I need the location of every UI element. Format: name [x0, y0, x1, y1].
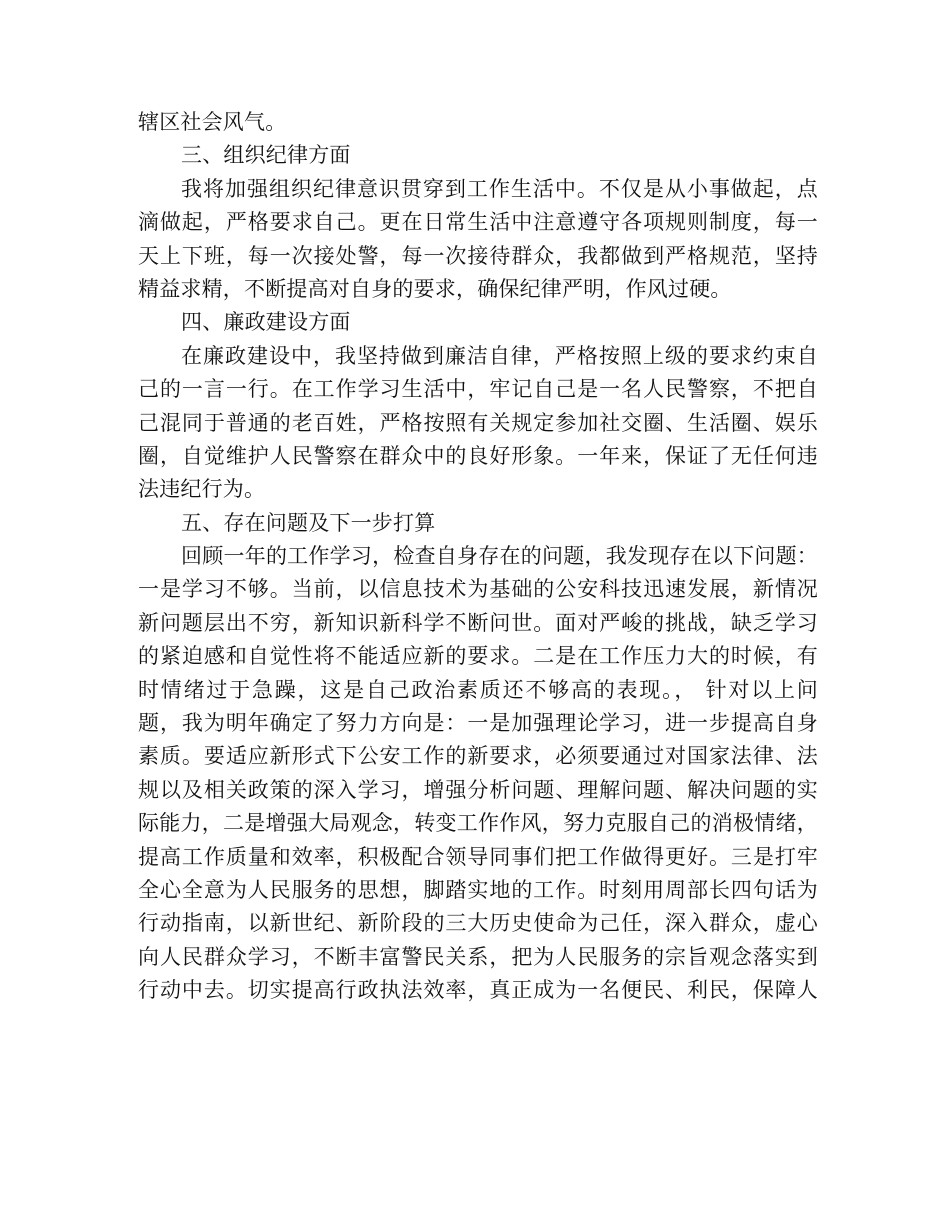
paragraph-line: 题，我为明年确定了努力方向是：一是加强理论学习，进一步提高自身: [138, 711, 818, 736]
paragraph-line: 精益求精，不断提高对自身的要求，确保纪律严明，作风过硬。: [138, 276, 732, 301]
paragraph-line-indented: 在廉政建设中，我坚持做到廉洁自律，严格按照上级的要求约束自: [181, 343, 818, 368]
paragraph-line: 全心全意为人民服务的思想，脚踏实地的工作。时刻用周部长四句话为: [138, 877, 818, 902]
paragraph-line: 的紧迫感和自觉性将不能适应新的要求。二是在工作压力大的时候，有: [138, 644, 818, 669]
paragraph-line: 际能力，二是增强大局观念，转变工作作风，努力克服自己的消极情绪，: [138, 811, 818, 836]
paragraph-line-indented: 我将加强组织纪律意识贯穿到工作生活中。不仅是从小事做起，点: [181, 176, 818, 201]
paragraph-line: 滴做起，严格要求自己。更在日常生活中注意遵守各项规则制度，每一: [138, 210, 818, 235]
paragraph-line: 提高工作质量和效率，积极配合领导同事们把工作做得更好。三是打牢: [138, 844, 818, 869]
paragraph-line-indented: 五、存在问题及下一步打算: [181, 510, 436, 535]
paragraph-line-indented: 回顾一年的工作学习，检查自身存在的问题，我发现存在以下问题：: [181, 544, 818, 569]
document-body: [138, 106, 818, 1008]
paragraph-line: 新问题层出不穷，新知识新科学不断问世。面对严峻的挑战，缺乏学习: [138, 610, 818, 635]
paragraph-line: 时情绪过于急躁，这是自己政治素质还不够高的表现。， 针对以上问: [138, 677, 818, 702]
paragraph-line: 行动指南，以新世纪、新阶段的三大历史使命为己任，深入群众，虚心: [138, 911, 818, 936]
paragraph-line: 素质。要适应新形式下公安工作的新要求，必须要通过对国家法律、法: [138, 744, 818, 769]
paragraph-line: 法违纪行为。: [138, 477, 266, 502]
paragraph-line: 向人民群众学习，不断丰富警民关系，把为人民服务的宗旨观念落实到: [138, 944, 818, 969]
paragraph-line: 行动中去。切实提高行政执法效率，真正成为一名便民、利民，保障人: [138, 978, 818, 1003]
paragraph-line: 天上下班，每一次接处警，每一次接待群众，我都做到严格规范，坚持: [138, 243, 818, 268]
paragraph-line: 圈，自觉维护人民警察在群众中的良好形象。一年来，保证了无任何违: [138, 443, 818, 468]
paragraph-line-indented: 四、廉政建设方面: [181, 310, 351, 335]
paragraph-line: 己的一言一行。在工作学习生活中，牢记自己是一名人民警察，不把自: [138, 377, 818, 402]
paragraph-line: 辖区社会风气。: [138, 110, 287, 134]
paragraph-line: 己混同于普通的老百姓，严格按照有关规定参加社交圈、生活圈、娱乐: [138, 410, 818, 435]
paragraph-line: 一是学习不够。当前，以信息技术为基础的公安科技迅速发展，新情况: [138, 577, 818, 602]
paragraph-line: 规以及相关政策的深入学习，增强分析问题、理解问题、解决问题的实: [138, 777, 818, 802]
paragraph-line-indented: 三、组织纪律方面: [181, 143, 351, 168]
